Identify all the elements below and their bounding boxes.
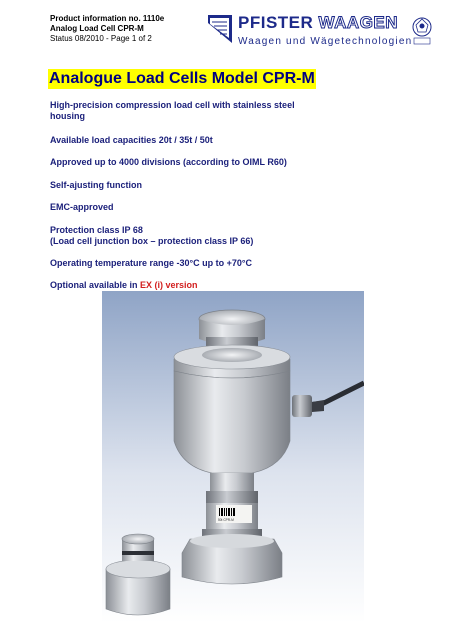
feature-housing-line2: housing — [50, 111, 85, 121]
logo-tagline: Waagen und Wägetechnologien — [238, 36, 413, 47]
bavarian-seal-icon — [412, 13, 432, 47]
feature-temperature: Operating temperature range -30°C up to +70°C — [50, 258, 252, 268]
pfister-waagen-logo — [206, 11, 434, 53]
feature-protection — [50, 225, 253, 247]
feature-self-adjusting: Self-ajusting function — [50, 180, 142, 190]
feature-ex-prefix: Optional available in — [50, 280, 141, 290]
feature-protection-line1: Protection class IP 68 — [50, 225, 143, 235]
feature-ex-highlight: EX (i) version — [140, 280, 198, 290]
status-line: Status 08/2010 - Page 1 of 2 — [50, 34, 152, 43]
logo-word-pfister: PFISTER — [238, 13, 314, 32]
feature-approval: Approved up to 4000 divisions (according to OIML R60) — [50, 157, 287, 167]
cable-gland-icon — [292, 395, 312, 417]
product-info-number: Product information no. 1110e — [50, 14, 165, 23]
feature-housing-line1: High-precision compression load cell with stainless steel — [50, 100, 295, 110]
feature-ex-version — [50, 280, 198, 291]
product-label-text: 50t CPR-M — [218, 518, 234, 522]
feature-housing — [50, 100, 295, 122]
o-ring — [122, 551, 154, 555]
logo-wordmark — [238, 13, 398, 33]
document-meta — [50, 14, 164, 44]
document-subtitle: Analog Load Cell CPR-M — [50, 24, 144, 33]
page-title: Analogue Load Cells Model CPR-M — [49, 70, 315, 87]
scale-mark-icon — [206, 13, 234, 47]
logo-word-waagen: WAAGEN — [318, 13, 399, 32]
feature-protection-line2: (Load cell junction box – protection class IP 66) — [50, 236, 254, 246]
load-cell-photo — [102, 291, 364, 623]
feature-emc: EMC-approved — [50, 202, 114, 212]
feature-capacities: Available load capacities 20t / 35t / 50t — [50, 135, 213, 145]
